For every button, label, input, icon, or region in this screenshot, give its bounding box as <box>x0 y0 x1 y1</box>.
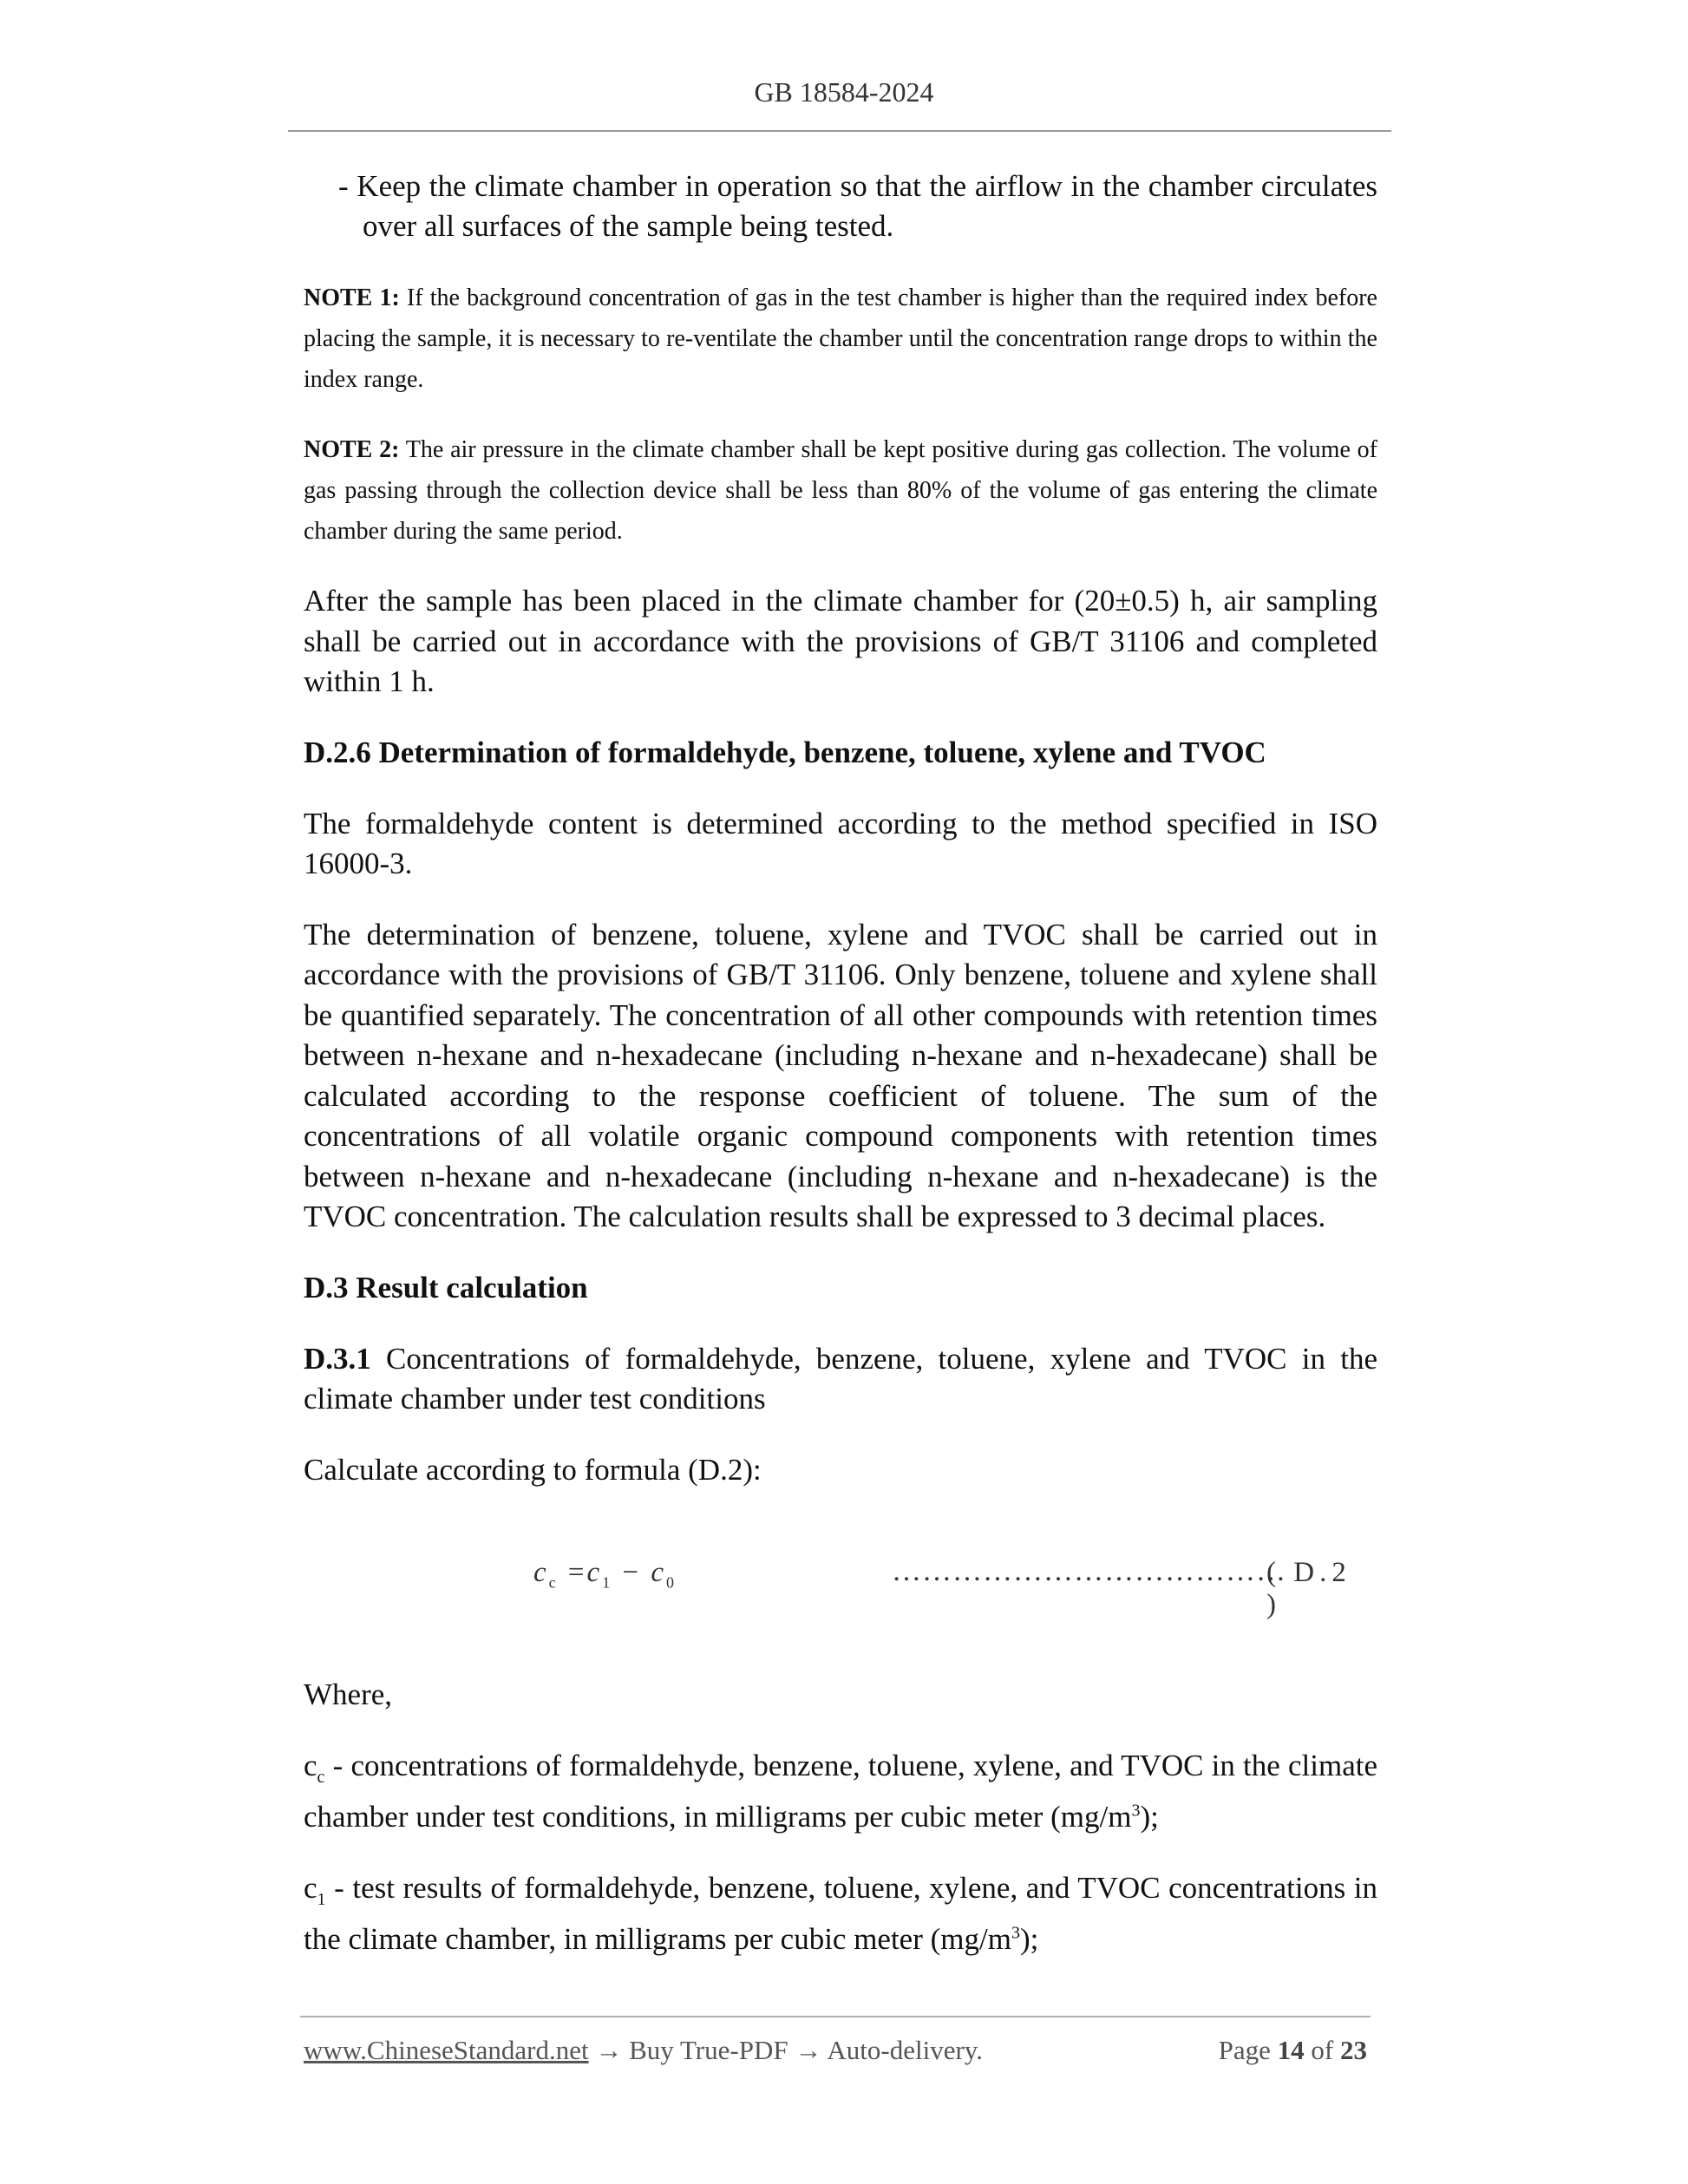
bullet-climate-chamber: - Keep the climate chamber in operation so that the airflow in the chamber circulates over all surfaces of the sample being tested. <box>338 169 1377 243</box>
note-1-text: If the background concentration of gas in the test chamber is higher than the required index before placing the sample, it is necessary to re-ventilate the chamber until the concentration range drops to within the index range. <box>304 284 1377 393</box>
d-3-1-label: D.3.1 <box>304 1341 371 1376</box>
formula-lhs-sub: c <box>548 1573 559 1592</box>
formula-d-2 <box>304 1520 1377 1651</box>
definition-cc-sup: 3 <box>1131 1801 1141 1821</box>
paragraph-determination: The determination of benzene, toluene, xylene and TVOC shall be carried out in accordance with the provisions of GB/T 31106. Only benzene, toluene and xylene shall be quantified separately. The concentration of all other compounds with retention times between n-hexane and n-hexadecane (including n-hexane and n-hexadecane) shall be calculated according to the response coefficient of toluene. The sum of the concentrations of all volatile organic compound components with retention times between n-hexane and n-hexadecane (including n-hexane and n-hexadecane) is the TVOC concentration. The calculation results shall be expressed to 3 decimal places. <box>304 917 1377 1233</box>
page-number: 14 <box>1277 2035 1305 2065</box>
heading-d-3: D.3 Result calculation <box>304 1270 588 1305</box>
formula-equals: = <box>567 1557 587 1588</box>
paragraph-calculate: Calculate according to formula (D.2): <box>304 1452 762 1487</box>
definition-cc-text: - concentrations of formaldehyde, benzene, toluene, xylene, and TVOC in the climate chamber under test conditions, in milligrams per cubic meter (mg/m <box>304 1748 1377 1834</box>
formula-term-1: c <box>586 1557 603 1588</box>
formula-expression <box>533 1557 677 1592</box>
paragraph-sampling: After the sample has been placed in the climate chamber for (20±0.5) h, air sampling shall be carried out in accordance with the provisions of GB/T 31106 and completed within 1 h. <box>304 584 1377 698</box>
formula-term-1-sub: 1 <box>602 1573 613 1592</box>
paragraph-formaldehyde: The formaldehyde content is determined according to the method specified in ISO 16000-3. <box>304 806 1377 880</box>
definition-c1 <box>304 1868 1377 1960</box>
footer-links <box>304 2035 983 2066</box>
footer-divider <box>300 2016 1371 2017</box>
document-body <box>304 167 1377 1991</box>
formula-lhs: c <box>533 1557 549 1588</box>
buy-pdf-text: Buy True-PDF <box>629 2035 788 2065</box>
arrow-right-icon: → <box>788 2035 828 2065</box>
paragraph-where: Where, <box>304 1677 393 1711</box>
formula-number: ( D.2 ) <box>1266 1557 1351 1620</box>
note-2 <box>304 429 1377 552</box>
page-indicator <box>1219 2035 1367 2066</box>
definition-c1-letter: c <box>304 1870 317 1905</box>
note-1 <box>304 278 1377 400</box>
page-total: 23 <box>1340 2035 1367 2065</box>
definition-cc-tail: ); <box>1140 1800 1159 1834</box>
of-label: of <box>1311 2035 1334 2065</box>
formula-minus: − <box>622 1557 642 1588</box>
note-2-label: NOTE 2: <box>304 436 400 463</box>
heading-d-2-6: D.2.6 Determination of formaldehyde, benzene, toluene, xylene and TVOC <box>304 735 1266 769</box>
header-divider <box>288 130 1391 132</box>
definition-cc-symbol <box>304 1748 325 1787</box>
formula-leader-dots: ………………………………… <box>892 1555 1286 1587</box>
definition-c1-text: - test results of formaldehyde, benzene, toluene, xylene, and TVOC concentrations in the climate chamber, in milligrams per cubic meter (mg/m <box>304 1870 1377 1956</box>
definition-c1-sup: 3 <box>1011 1923 1020 1943</box>
note-1-label: NOTE 1: <box>304 284 400 311</box>
definition-cc <box>304 1746 1377 1838</box>
definition-c1-tail: ); <box>1019 1922 1039 1956</box>
arrow-right-icon: → <box>588 2035 630 2065</box>
definition-c1-symbol <box>304 1870 326 1909</box>
website-link[interactable]: www.ChineseStandard.net <box>304 2035 589 2065</box>
paragraph-d-3-1 <box>304 1339 1377 1420</box>
formula-term-2: c <box>651 1557 666 1588</box>
note-2-text: The air pressure in the climate chamber shall be kept positive during gas collection. The volume of gas passing through the collection device shall be less than 80% of the volume of gas entering the climate chamber during the same period. <box>304 436 1377 545</box>
definition-c1-sub: 1 <box>317 1889 326 1909</box>
auto-delivery-text: Auto-delivery. <box>827 2035 984 2065</box>
d-3-1-text: Concentrations of formaldehyde, benzene, toluene, xylene and TVOC in the climate chamber under test conditions <box>304 1341 1377 1416</box>
formula-term-2-sub: 0 <box>665 1573 677 1592</box>
definition-cc-sub: c <box>317 1767 325 1787</box>
page-label: Page <box>1218 2035 1271 2065</box>
definition-cc-letter: c <box>304 1748 317 1782</box>
page-header-title: GB 18584-2024 <box>754 76 934 108</box>
